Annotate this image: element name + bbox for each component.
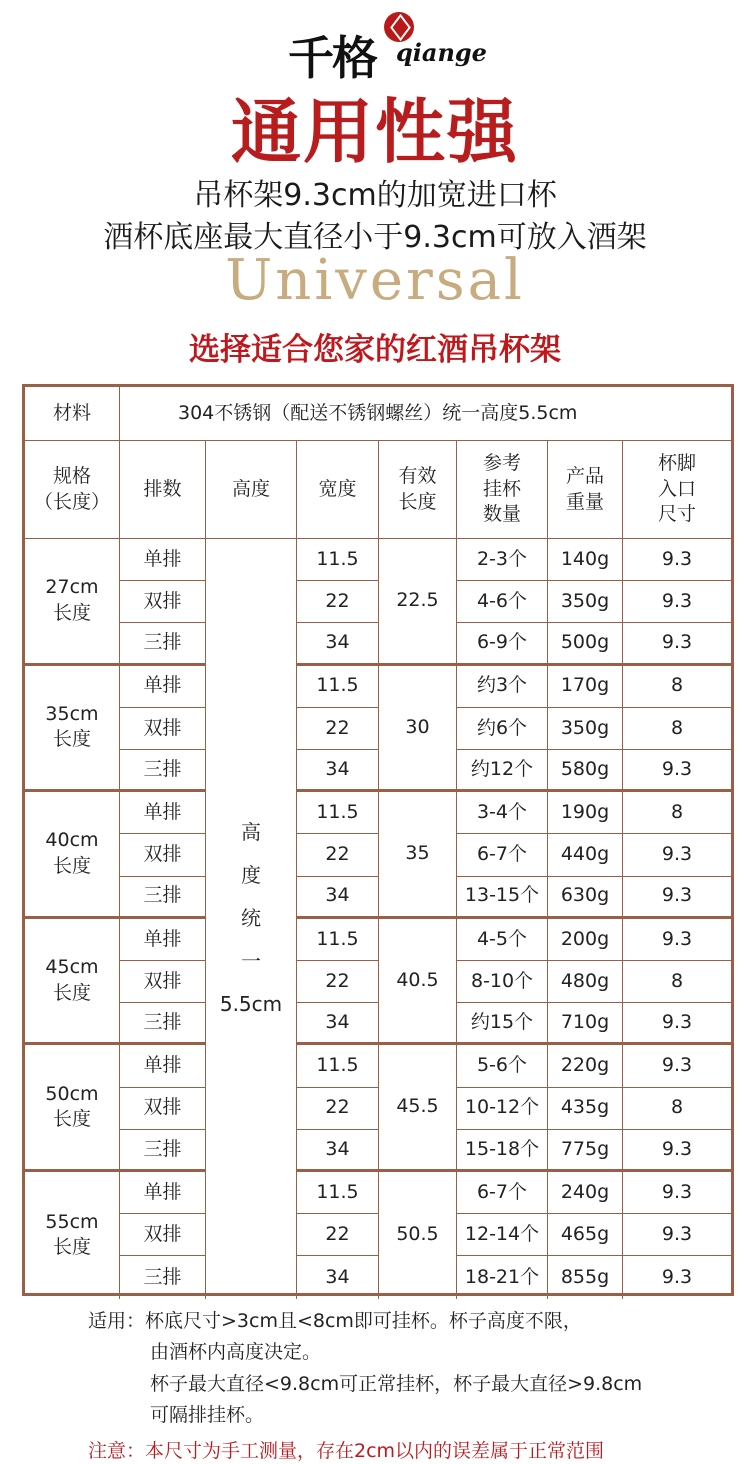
row-cups: 13-15个 [457, 877, 548, 919]
row-weight: 350g [548, 708, 623, 750]
group-length-line: 长度 [52, 728, 91, 751]
group-length-line: 长度 [52, 981, 91, 1004]
row-cups: 4-6个 [457, 581, 548, 623]
row-width: 11.5 [297, 539, 379, 581]
row-cups: 约12个 [457, 750, 548, 792]
group-effective-length: 40.5 [379, 919, 457, 1046]
row-cups: 18-21个 [457, 1256, 548, 1298]
header-cups [457, 441, 548, 539]
group-length [25, 539, 120, 666]
group-length [25, 1045, 120, 1172]
height-merged-cell [206, 539, 297, 1299]
group-length-line: 35cm [45, 702, 99, 725]
row-width: 34 [297, 1256, 379, 1298]
row-type: 三排 [120, 623, 206, 665]
row-type: 单排 [120, 919, 206, 961]
row-cups: 3-4个 [457, 792, 548, 834]
header-spec [25, 441, 120, 539]
header-cups-line: 挂杯 [482, 477, 521, 500]
height-merged-char: 高 [240, 820, 261, 845]
header-rows: 排数 [120, 441, 206, 539]
header-spec-line: （长度） [33, 490, 110, 513]
row-foot-size: 9.3 [623, 877, 731, 919]
row-foot-size: 9.3 [661, 1265, 693, 1288]
subtitle-line-2: 酒杯底座最大直径小于9.3cm可放入酒架 [103, 220, 647, 255]
row-weight: 710g [548, 1003, 623, 1045]
row-foot-size: 8 [623, 1088, 731, 1130]
row-width: 22 [297, 708, 379, 750]
row-width: 22 [297, 1214, 379, 1256]
row-foot-size: 9.3 [623, 834, 731, 876]
row-foot-size: 9.3 [623, 1214, 731, 1256]
header-width: 宽度 [297, 441, 379, 539]
row-foot-size: 9.3 [623, 1172, 731, 1214]
row-weight: 240g [548, 1172, 623, 1214]
headline: 通用性强 [231, 91, 519, 173]
row-weight: 220g [548, 1045, 623, 1087]
brand-logo [288, 12, 488, 85]
row-width: 11.5 [297, 1045, 379, 1087]
row-width: 11.5 [297, 666, 379, 708]
subtitle-line-1: 吊杯架9.3cm的加宽进口杯 [193, 178, 557, 213]
row-weight: 140g [548, 539, 623, 581]
row-foot-size: 9.3 [623, 623, 731, 665]
row-cups: 4-5个 [457, 919, 548, 961]
row-type: 双排 [120, 834, 206, 876]
row-weight: 350g [548, 581, 623, 623]
group-effective-length: 35 [379, 792, 457, 919]
row-foot-size: 9.3 [623, 1003, 731, 1045]
row-width: 22 [297, 834, 379, 876]
group-effective-length: 30 [379, 666, 457, 793]
row-cups: 12-14个 [457, 1214, 548, 1256]
height-merged-char: 一 [240, 949, 261, 974]
note-line-2: 由酒杯内高度决定。 [150, 1341, 322, 1364]
row-weight: 170g [548, 666, 623, 708]
header-height: 高度 [206, 441, 297, 539]
header-effective-line: 长度 [398, 490, 437, 513]
row-foot-size: 9.3 [623, 1130, 731, 1172]
row-width: 34 [297, 1003, 379, 1045]
row-weight: 855g [548, 1256, 623, 1298]
row-foot-size: 9.3 [623, 581, 731, 623]
group-length-line: 长度 [52, 854, 91, 877]
group-length-line: 40cm [45, 829, 99, 852]
row-weight: 200g [548, 919, 623, 961]
header-weight [548, 441, 623, 539]
spec-table [22, 384, 734, 1296]
row-type: 三排 [120, 877, 206, 919]
select-title: 选择适合您家的红酒吊杯架 [189, 332, 561, 368]
row-type: 单排 [120, 1045, 206, 1087]
row-width: 11.5 [297, 1172, 379, 1214]
row-weight: 465g [548, 1214, 623, 1256]
row-width: 34 [297, 877, 379, 919]
group-length-line: 50cm [45, 1082, 99, 1105]
row-foot-size: 9.3 [623, 1045, 731, 1087]
row-width: 34 [297, 1130, 379, 1172]
header-foot-line: 杯脚 [657, 452, 696, 475]
row-width: 34 [297, 750, 379, 792]
height-merged-char: 度 [240, 863, 261, 888]
header-cups-line: 数量 [482, 503, 521, 526]
note-line-4: 可隔排挂杯。 [150, 1404, 265, 1427]
group-effective-length: 45.5 [379, 1045, 457, 1172]
row-foot-size: 8 [623, 961, 731, 1003]
group-length [25, 666, 120, 793]
row-weight: 190g [548, 792, 623, 834]
row-type: 三排 [120, 750, 206, 792]
measurement-warning: 注意：本尺寸为手工测量，存在2cm以内的误差属于正常范围 [88, 1440, 605, 1462]
row-width: 11.5 [297, 919, 379, 961]
row-foot-size: 8 [623, 666, 731, 708]
row-type: 单排 [120, 1172, 206, 1214]
row-cups: 6-7个 [457, 834, 548, 876]
group-length-line: 45cm [45, 955, 99, 978]
row-weight: 435g [548, 1088, 623, 1130]
row-cups: 6-7个 [457, 1172, 548, 1214]
row-cups: 约3个 [457, 666, 548, 708]
row-cups: 8-10个 [457, 961, 548, 1003]
row-weight: 500g [548, 623, 623, 665]
note-line-1: 适用：杯底尺寸>3cm且<8cm即可挂杯。杯子高度不限， [88, 1310, 582, 1332]
row-width: 11.5 [297, 792, 379, 834]
row-type: 三排 [120, 1130, 206, 1172]
group-effective-length: 22.5 [379, 539, 457, 666]
row-weight: 630g [548, 877, 623, 919]
row-width: 34 [297, 623, 379, 665]
row-width: 22 [297, 1088, 379, 1130]
row-weight: 580g [548, 750, 623, 792]
header-spec-line: 规格 [52, 464, 91, 487]
group-length-line: 长度 [52, 1108, 91, 1131]
row-type: 双排 [120, 961, 206, 1003]
group-length [25, 919, 120, 1046]
row-type: 三排 [120, 1256, 206, 1298]
brand-name-en: qiange [396, 38, 487, 67]
row-type: 双排 [120, 1214, 206, 1256]
header-foot [623, 441, 731, 539]
row-foot-size: 9.3 [623, 919, 731, 961]
row-width: 22 [297, 961, 379, 1003]
row-type: 单排 [120, 792, 206, 834]
usage-notes [88, 1306, 642, 1431]
header-cups-line: 参考 [482, 452, 521, 475]
group-length-line: 长度 [52, 1236, 91, 1259]
group-length [25, 792, 120, 919]
row-cups: 6-9个 [457, 623, 548, 665]
height-merged-char: 统 [240, 906, 261, 931]
group-length-line: 长度 [52, 601, 91, 624]
row-type: 双排 [120, 1088, 206, 1130]
group-length [25, 1172, 120, 1299]
header-effective [379, 441, 457, 539]
header-weight-line: 产品 [565, 464, 604, 487]
header-foot-line: 尺寸 [657, 503, 696, 526]
row-weight: 440g [548, 834, 623, 876]
brand-name-cn: 千格 [288, 31, 376, 85]
row-cups: 约15个 [457, 1003, 548, 1045]
note-line-3: 杯子最大直径<9.8cm可正常挂杯，杯子最大直径>9.8cm [150, 1372, 643, 1395]
row-foot-size: 8 [623, 792, 731, 834]
universal-banner: Universal [225, 248, 525, 313]
row-type: 三排 [120, 1003, 206, 1045]
row-cups: 约6个 [457, 708, 548, 750]
row-weight: 480g [548, 961, 623, 1003]
header-effective-line: 有效 [398, 464, 437, 487]
row-foot-size: 9.3 [623, 539, 731, 581]
row-width: 22 [297, 581, 379, 623]
row-type: 单排 [120, 666, 206, 708]
row-cups: 2-3个 [457, 539, 548, 581]
row-type: 双排 [120, 581, 206, 623]
row-foot-size: 9.3 [623, 750, 731, 792]
material-value: 304不锈钢（配送不锈钢螺丝）统一高度5.5cm [120, 387, 731, 441]
row-cups: 5-6个 [457, 1045, 548, 1087]
row-weight: 775g [548, 1130, 623, 1172]
row-foot-size: 8 [623, 708, 731, 750]
height-merged-char: 5.5cm [219, 992, 283, 1017]
group-effective-length: 50.5 [379, 1172, 457, 1299]
material-label: 材料 [25, 387, 120, 441]
header-weight-line: 重量 [565, 490, 604, 513]
group-length-line: 27cm [45, 576, 99, 599]
row-cups: 10-12个 [457, 1088, 548, 1130]
row-type: 单排 [120, 539, 206, 581]
row-type: 双排 [120, 708, 206, 750]
row-cups: 15-18个 [457, 1130, 548, 1172]
group-length-line: 55cm [45, 1210, 99, 1233]
header-foot-line: 入口 [657, 477, 696, 500]
